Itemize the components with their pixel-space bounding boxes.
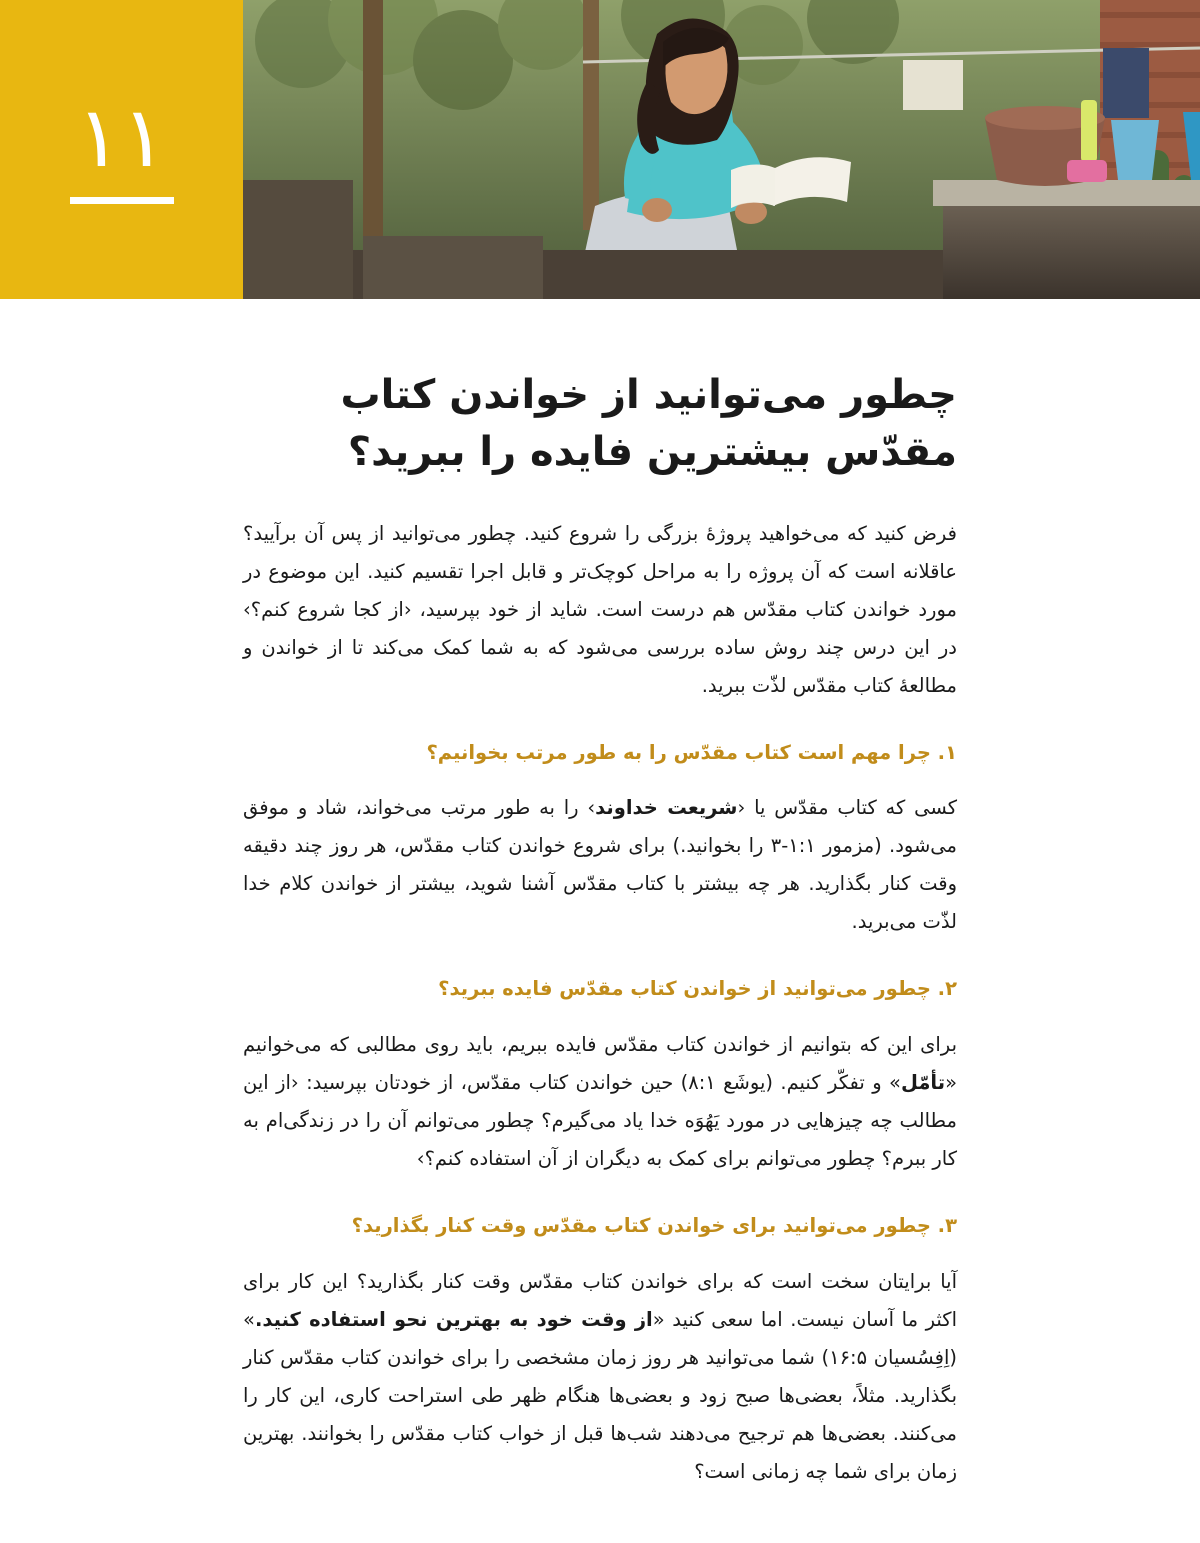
page-header-band [0,0,1200,299]
header-photo-illustration [243,0,1200,299]
question-heading-2 [243,971,957,1006]
question-body-1 [243,789,957,941]
question-body-3 [243,1263,957,1491]
article-content [0,299,1200,1510]
question-number-3: ۳. [937,1213,957,1237]
body-text-run: » و تفکّر کنیم. (یوشَع ۸:۱) حین خواندن کتاب مقدّس، از خودتان بپرسید: ‹از این مطالب چه چیزهایی در مورد یَهُوَه خدا یاد می‌گیرم؟ چطور می‌توانم آن را در زندگی‌ام به کار ببرم؟ چطور می‌توانم برای کمک به دیگران از آن استفاده کنم؟› [243,1070,957,1170]
header-photo [243,0,1200,299]
question-number-1: ۱. [937,740,957,764]
body-text-run: برای این که بتوانیم از خواندن کتاب مقدّس فایده ببریم، باید روی مطالبی که می‌خوانیم « [243,1032,957,1094]
question-section-1 [243,735,957,942]
question-text-2: چطور می‌توانید از خواندن کتاب مقدّس فایده ببرید؟ [438,977,931,1001]
lesson-number: ۱۱ [76,88,167,186]
lesson-number-underline [70,197,174,204]
question-text-3: چطور می‌توانید برای خواندن کتاب مقدّس وقت کنار بگذارید؟ [351,1213,931,1237]
question-text-1: چرا مهم است کتاب مقدّس را به طور مرتب بخوانیم؟ [426,740,931,764]
body-text-run: » (اِفِسُسیان ۱۶:۵) شما می‌توانید هر روز زمان مشخصی را برای خواندن کتاب مقدّس کنار بگذارید. مثلاً، بعضی‌ها صبح زود و بعضی‌ها هنگام ظهر طی استراحت کاری، این کار را می‌کنند. بعضی‌ها هم ترجیح می‌دهند شب‌ها قبل از خواب کتاب مقدّس را بخوانند. بهترین زمان برای شما چه زمانی است؟ [243,1307,957,1483]
emphasis-text: تأمّل [900,1070,946,1094]
body-text-run: کسی که کتاب مقدّس یا ‹ [737,796,957,820]
question-section-2 [243,971,957,1178]
intro-paragraph: فرض کنید که می‌خواهید پروژهٔ بزرگی را شروع کنید. چطور می‌توانید از پس آن برآیید؟ عاقلانه است که آن پروژه را به مراحل کوچک‌تر و قابل اجرا تقسیم کنید. این موضوع در مورد خواندن کتاب مقدّس هم درست است. شاید از خود بپرسید، ‹از کجا شروع کنم؟› در این درس چند روش ساده بررسی می‌شود که به شما کمک می‌کند تا از خواندن و مطالعهٔ کتاب مقدّس لذّت ببرید. [243,521,957,697]
question-heading-3 [243,1208,957,1243]
question-number-2: ۲. [937,977,957,1001]
lesson-number-block [0,0,243,299]
body-text-run: › را به طور مرتب می‌خواند، شاد و موفق می‌شود. (مزمور ۱:۱-۳ را بخوانید.) برای شروع خواندن کتاب مقدّس، هر روز چند دقیقه وقت کنار بگذارید. هر چه بیشتر با کتاب مقدّس آشنا شوید، بیشتر از خواندن کلام خدا لذّت می‌برید. [243,796,957,934]
question-section-3 [243,1208,957,1491]
emphasis-text: شریعت خداوند [595,796,738,820]
question-heading-1 [243,735,957,770]
emphasis-text: از وقت خود به بهترین نحو استفاده کنید. [254,1307,653,1331]
page-title: چطور می‌توانید از خواندن کتاب مقدّس بیشترین فایده را ببرید؟ [340,372,957,475]
body-text-run: آیا برایتان سخت است که برای خواندن کتاب مقدّس وقت کنار بگذارید؟ این کار برای اکثر ما آسان نیست. اما سعی کنید « [243,1269,957,1331]
question-body-2 [243,1026,957,1178]
